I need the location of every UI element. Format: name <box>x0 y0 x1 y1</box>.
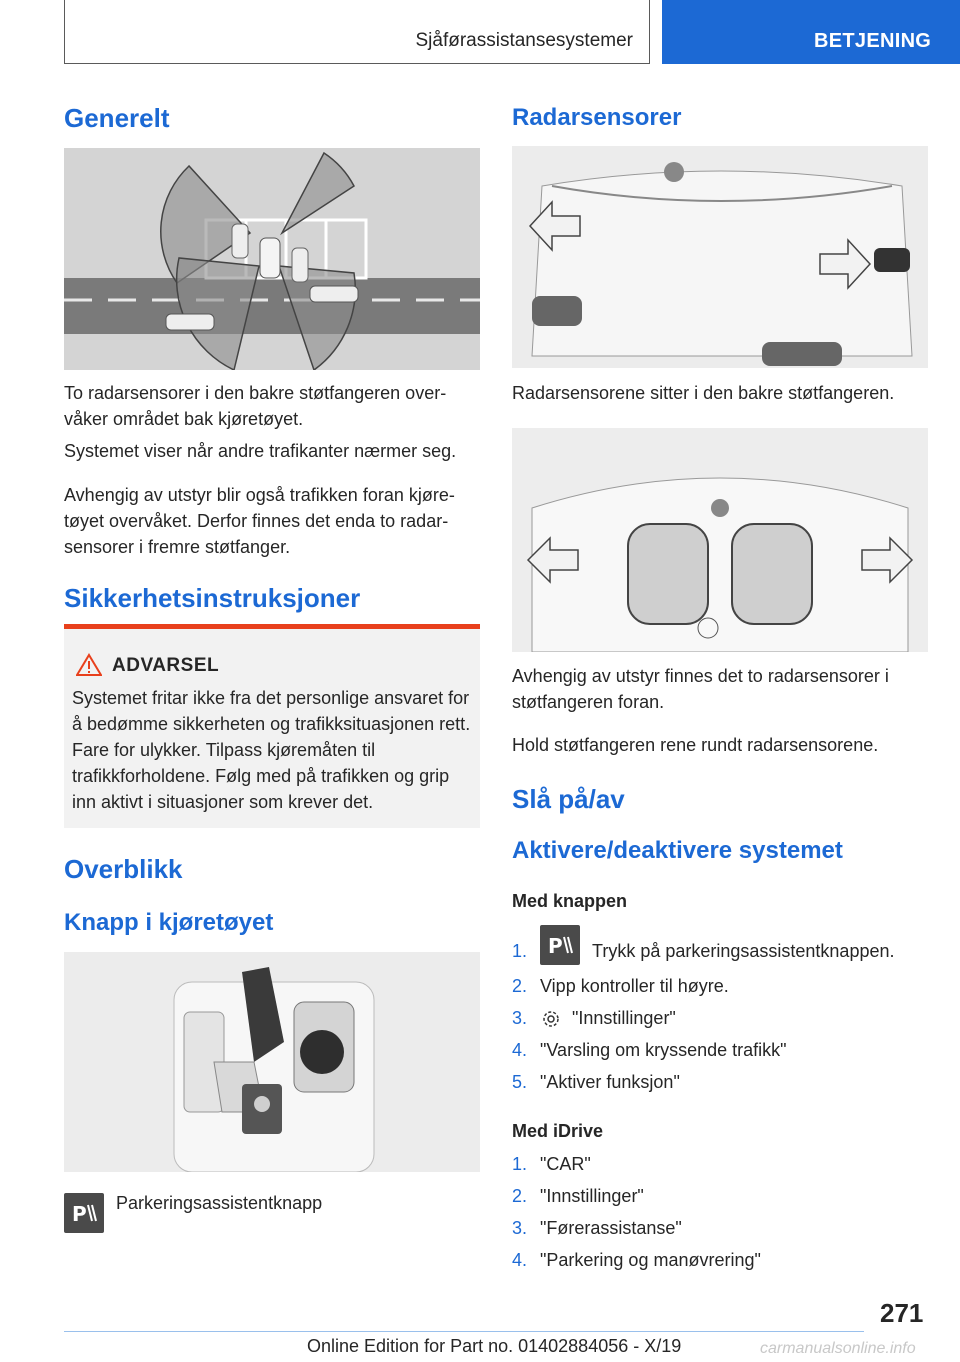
park-assist-button-icon <box>64 1193 104 1233</box>
label-with-button: Med knappen <box>512 891 628 911</box>
svg-text:P: P <box>548 934 563 958</box>
heading-general: Generelt <box>64 103 170 133</box>
footer-divider <box>64 1331 864 1332</box>
park-assist-button-caption: Parkeringsassistentknapp <box>116 1193 323 1213</box>
front-bumper-illustration <box>512 428 928 652</box>
watermark: carmanualsonline.info <box>760 1340 916 1357</box>
heading-activate-deactivate: Aktivere/deaktivere systemet <box>512 837 843 864</box>
gear-icon <box>540 1008 562 1035</box>
warning-title: ADVARSEL <box>112 655 220 676</box>
header-section-box <box>64 0 650 64</box>
heading-on-off: Slå på/av <box>512 784 625 814</box>
svg-text:P: P <box>72 1202 87 1226</box>
warning-text: Systemet fritar ikke fra det personlige ansvaret for å bedømme sikkerheten og trafikksituasjonen rett. Fare for ulykker. Tilpass kjøremåten til trafikkforholdene. Følg med på trafikken og grip inn aktivt i situasjoner som krever det. <box>72 688 471 812</box>
header-chapter-title: BETJENING <box>814 30 932 52</box>
rear-sensors-caption: Radarsensorene sitter i den bakre støtfangeren. <box>512 383 895 403</box>
general-paragraph-1: To radarsensorer i den bakre støtfangeren overvåker området bak kjøretøyet. <box>64 383 447 429</box>
heading-overview: Overblikk <box>64 854 183 884</box>
header-section-title: Sjåførassistansesystemer <box>415 30 633 51</box>
heading-safety: Sikkerhetsinstruksjoner <box>64 583 361 613</box>
heading-button-in-vehicle: Knapp i kjøretøyet <box>64 909 274 936</box>
warning-triangle-icon <box>76 653 102 682</box>
page-number: 271 <box>880 1298 924 1328</box>
keep-clean-note: Hold støtfangeren rene rundt radarsensorene. <box>512 735 879 755</box>
center-console-illustration <box>64 952 480 1172</box>
radar-coverage-illustration <box>64 148 480 370</box>
front-sensors-caption: Avhengig av utstyr finnes det to radarsensorer i støtfangeren foran. <box>512 666 889 712</box>
general-paragraph-2: Systemet viser når andre trafikanter nærmer seg. <box>64 441 457 461</box>
warning-box <box>64 624 480 828</box>
footer-edition: Online Edition for Part no. 01402884056 - X/19 <box>307 1336 682 1356</box>
header-chapter-tab <box>662 0 960 64</box>
general-paragraph-3: Avhengig av utstyr blir også trafikken foran kjøretøyet overvåket. Derfor finnes det enda to radarsensorer i fremre støtfanger. <box>64 485 455 557</box>
heading-radar-sensors: Radarsensorer <box>512 104 682 131</box>
label-with-idrive: Med iDrive <box>512 1121 604 1141</box>
park-assist-button-icon <box>540 925 580 965</box>
rear-bumper-illustration <box>512 146 928 368</box>
